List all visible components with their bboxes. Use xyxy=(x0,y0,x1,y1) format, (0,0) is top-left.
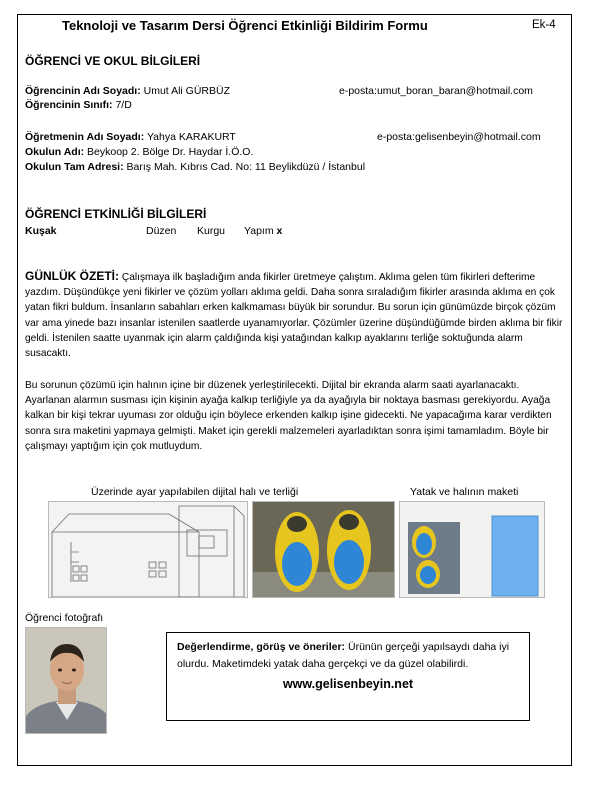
bed-model-image-icon xyxy=(400,502,545,598)
model-photo xyxy=(399,501,545,598)
teacher-name-label: Öğretmenin Adı Soyadı: xyxy=(25,131,145,143)
slippers-photo xyxy=(252,501,395,598)
school-address-label: Okulun Tam Adresi: xyxy=(25,161,124,173)
website-link[interactable]: www.gelisenbeyin.net xyxy=(282,677,414,691)
figure-caption-right: Yatak ve halının maketi xyxy=(410,486,519,498)
teacher-name-row xyxy=(25,131,236,143)
student-photo-label: Öğrenci fotoğrafı xyxy=(25,612,104,624)
daily-summary-text-1: Çalışmaya ilk başladığım anda fikirler üretmeye çalıştım. Aklıma gelen tüm fikirleri defterime yazdım. Düşündükçe yeni fikirler ve çözüm yolları aklıma geldi. Daha sonra sıraladığım fikirler arasında aklıma en çok yatan fikri buldum. İnsanların sabahları erken kalkmaması büyük bir sorundur. Bu sorun için günümüzde birçok çözüm var ama yinede bazı insanlar istenilen saatlerde uyanamıyorlar. Çözümler üzerine düşündüğümde birden aklıma bir fikir geldi. İstenilen saatte uyanmak için alarm çaldığında kişi yatağından kalkıp ayaklarını terliğe soktuğunda alarm susacaktı. xyxy=(25,272,563,360)
sketch-image xyxy=(48,501,248,598)
teacher-email: e-posta:gelisenbeyin@hotmail.com xyxy=(377,131,541,143)
student-email: e-posta:umut_boran_baran@hotmail.com xyxy=(339,85,533,97)
student-class-label: Öğrencinin Sınıfı: xyxy=(25,99,113,111)
sketch-drawing-icon xyxy=(49,502,248,598)
activity-section-heading: ÖĞRENCİ ETKİNLİĞİ BİLGİLERİ xyxy=(25,207,207,221)
selected-mark: x xyxy=(276,225,283,237)
evaluation-box xyxy=(166,632,530,721)
student-name-row xyxy=(25,85,230,97)
form-title: Teknoloji ve Tasarım Dersi Öğrenci Etkinliği Bildirim Formu xyxy=(62,18,428,33)
school-name: Beykoop 2. Bölge Dr. Haydar İ.Ö.O. xyxy=(87,146,254,158)
annex-label: Ek-4 xyxy=(532,19,556,31)
school-address-row xyxy=(25,161,365,173)
slippers-image-icon xyxy=(253,502,395,598)
option-kurgu: Kurgu xyxy=(197,225,226,237)
student-photo xyxy=(25,627,107,734)
daily-summary-paragraph-1 xyxy=(25,269,565,361)
school-name-label: Okulun Adı: xyxy=(25,146,85,158)
student-name-label: Öğrencinin Adı Soyadı: xyxy=(25,85,141,97)
option-yapim xyxy=(244,225,282,237)
student-class: 7/D xyxy=(115,99,132,111)
student-name: Umut Ali GÜRBÜZ xyxy=(143,85,230,97)
daily-summary-label: GÜNLÜK ÖZETİ: xyxy=(25,269,119,283)
student-section-heading: ÖĞRENCİ VE OKUL BİLGİLERİ xyxy=(25,54,201,68)
evaluation-label: Değerlendirme, görüş ve öneriler: xyxy=(177,641,346,653)
evaluation-content xyxy=(177,639,519,673)
evaluation-text: Ürünün gerçeği yapılsaydı daha iyi olurdu. Maketimdeki yatak daha gerçekçi ve da güzel olabilirdi. xyxy=(177,641,510,670)
school-name-row xyxy=(25,146,253,158)
school-address: Barış Mah. Kıbrıs Cad. No: 11 Beylikdüzü / İstanbul xyxy=(126,161,366,173)
daily-summary-paragraph-2: Bu sorunun çözümü için halının içine bir düzenek yerleştirilecekti. Dijital bir ekranda alarm saati ayarlanacaktı. Ayarlanan alarmın susması için kişinin ayağa kalkıp terliğiyle ya da ayağıyla bir noktaya basması gerekiyordu. Ayağa kalkan bir kişi tekrar uyuması zor olduğu için böylece erkenden kalkıp işine gidecekti. Ne yapacağıma karar verdikten sonra sıra maketini yapmaya gelmişti. Maket için gerekli malzemeleri ayarladıktan sonra işimi tamamladım. Böyle bir çalışmayı yaptığım için çok mutluydum. xyxy=(25,380,552,452)
figure-caption-left: Üzerinde ayar yapılabilen dijital halı ve terliği xyxy=(91,486,299,498)
option-yapim-label: Yapım xyxy=(244,225,274,237)
student-class-row xyxy=(25,99,132,111)
student-portrait-icon xyxy=(26,628,107,734)
generation-label: Kuşak xyxy=(25,225,57,237)
option-duzen: Düzen xyxy=(146,225,177,237)
teacher-name: Yahya KARAKURT xyxy=(146,131,236,143)
